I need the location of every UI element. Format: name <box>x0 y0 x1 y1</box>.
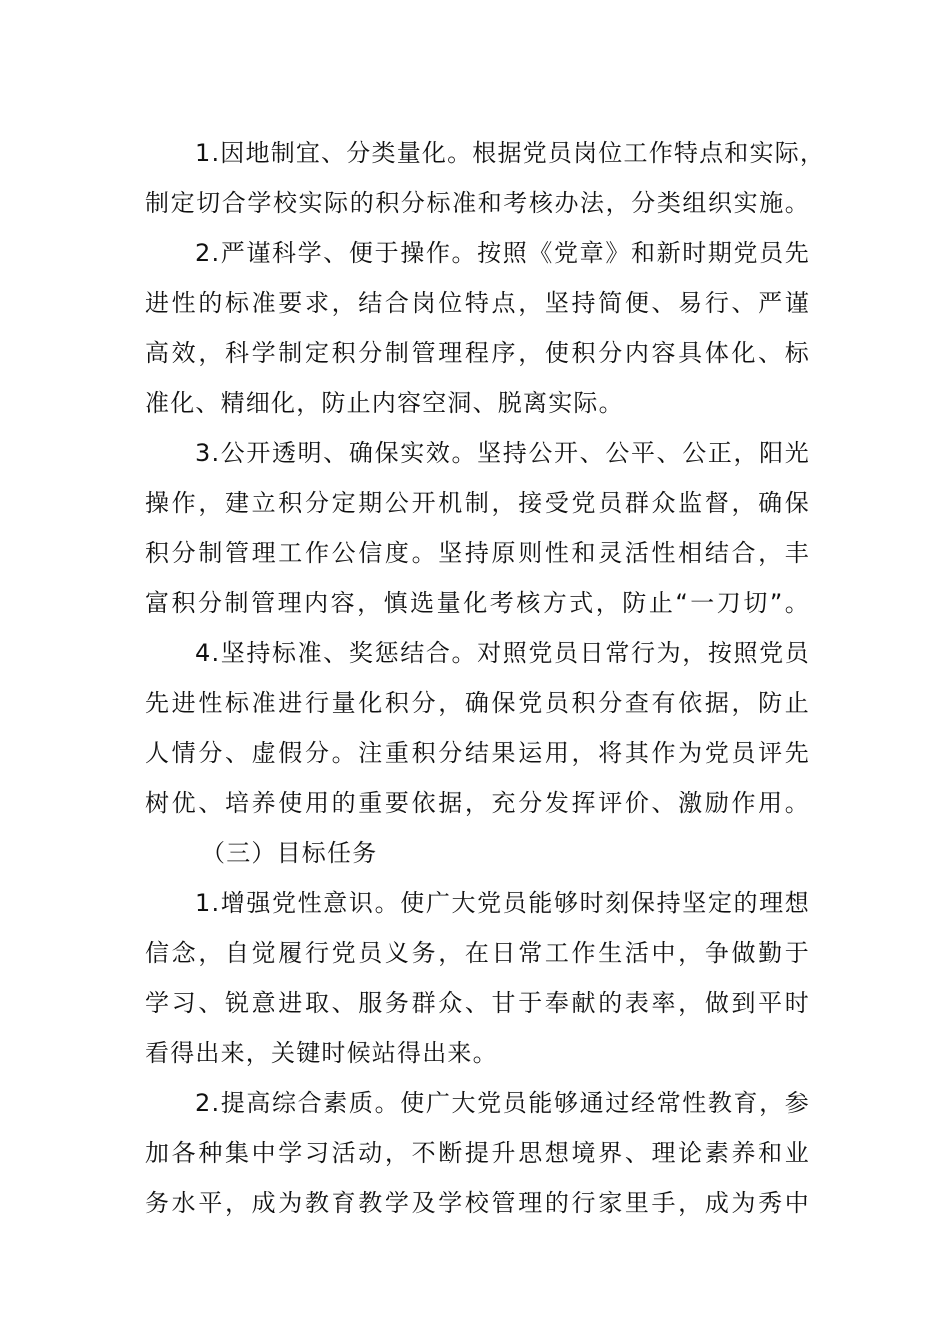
paragraph-principle-1 <box>145 128 826 228</box>
text-line: 2.严谨科学、便于操作。按照《党章》和新时期党员先 <box>195 239 810 267</box>
text-line: 树优、培养使用的重要依据，充分发挥评价、激励作用。 <box>145 789 810 817</box>
text-line: 先进性标准进行量化积分，确保党员积分查有依据，防止 <box>145 689 810 717</box>
text-line: 加各种集中学习活动，不断提升思想境界、理论素养和业 <box>145 1139 810 1167</box>
text-line: 高效，科学制定积分制管理程序，使积分内容具体化、标 <box>145 339 810 367</box>
text-line: 学习、锐意进取、服务群众、甘于奉献的表率，做到平时 <box>145 989 810 1017</box>
text-line: 人情分、虚假分。注重积分结果运用，将其作为党员评先 <box>145 739 810 767</box>
text-line: 看得出来，关键时候站得出来。 <box>145 1039 498 1067</box>
text-line: 准化、精细化，防止内容空洞、脱离实际。 <box>145 389 624 417</box>
section-heading-text: （三）目标任务 <box>201 839 378 867</box>
text-line: 3.公开透明、确保实效。坚持公开、公平、公正，阳光 <box>195 439 810 467</box>
text-line: 富积分制管理内容，慎选量化考核方式，防止“一刀切”。 <box>145 589 810 617</box>
paragraph-principle-2 <box>145 228 810 428</box>
text-line: 进性的标准要求，结合岗位特点，坚持简便、易行、严谨 <box>145 289 810 317</box>
paragraph-principle-3 <box>145 428 810 628</box>
section-heading-goals <box>145 828 810 878</box>
paragraph-principle-4 <box>145 628 810 828</box>
text-line: 1.增强党性意识。使广大党员能够时刻保持坚定的理想 <box>195 889 810 917</box>
text-line: 信念，自觉履行党员义务，在日常工作生活中，争做勤于 <box>145 939 810 967</box>
text-line: 积分制管理工作公信度。坚持原则性和灵活性相结合，丰 <box>145 539 810 567</box>
text-line: 务水平，成为教育教学及学校管理的行家里手，成为秀中 <box>145 1189 810 1217</box>
text-line: 制定切合学校实际的积分标准和考核办法，分类组织实施。 <box>145 189 810 217</box>
text-line: 1.因地制宜、分类量化。根据党员岗位工作特点和实际， <box>195 139 826 167</box>
text-line: 2.提高综合素质。使广大党员能够通过经常性教育，参 <box>195 1089 810 1117</box>
text-line: 4.坚持标准、奖惩结合。对照党员日常行为，按照党员 <box>195 639 810 667</box>
paragraph-goal-2 <box>145 1078 810 1228</box>
paragraph-goal-1 <box>145 878 810 1078</box>
document-body <box>145 128 826 1228</box>
text-line: 操作，建立积分定期公开机制，接受党员群众监督，确保 <box>145 489 810 517</box>
